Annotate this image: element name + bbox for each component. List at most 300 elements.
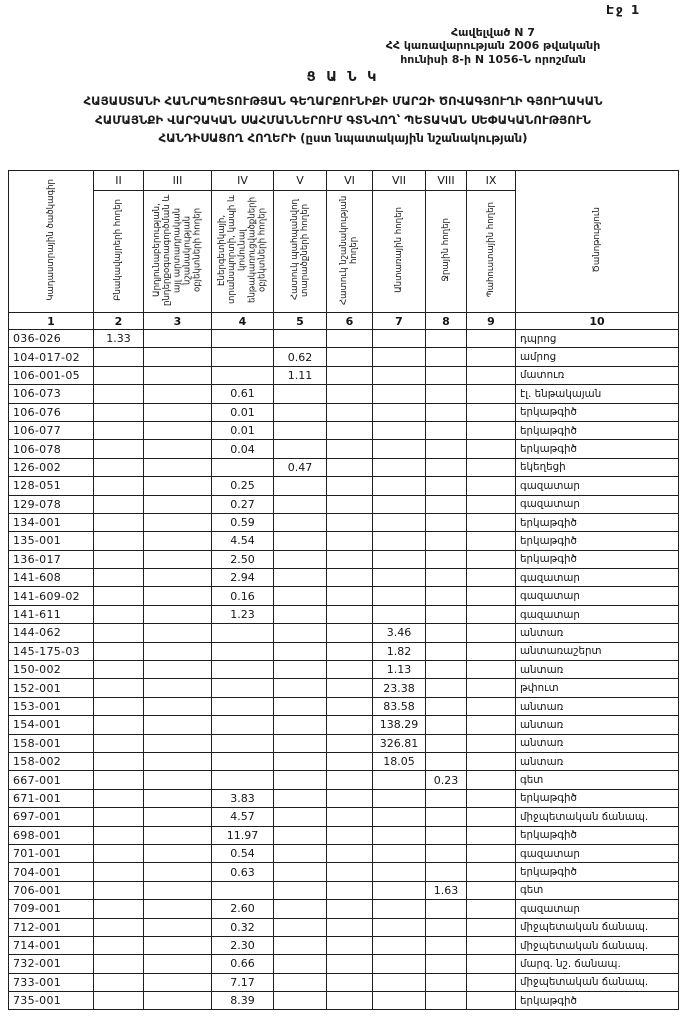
cell-area-value xyxy=(274,752,327,770)
cell-area-value xyxy=(373,789,426,807)
cell-area-value xyxy=(373,771,426,789)
cell-cadastral-code: 134-001 xyxy=(9,513,94,531)
cell-area-value xyxy=(212,366,274,384)
cell-area-value xyxy=(144,918,212,936)
document-title xyxy=(0,92,686,148)
cell-area-value xyxy=(94,642,144,660)
cell-area-value: 1.82 xyxy=(373,642,426,660)
cell-area-value xyxy=(144,973,212,991)
cell-cadastral-code: 152-001 xyxy=(9,679,94,697)
cell-area-value: 7.17 xyxy=(212,973,274,991)
table-row xyxy=(9,697,679,715)
cell-area-value xyxy=(144,900,212,918)
cell-area-value xyxy=(144,495,212,513)
cell-area-value xyxy=(274,992,327,1010)
document-heading: Ց Ա Ն Կ xyxy=(306,70,380,85)
column-number: 2 xyxy=(94,313,144,330)
cell-cadastral-code: 732-001 xyxy=(9,955,94,973)
cell-note: երկաթգիծ xyxy=(516,403,679,421)
cell-area-value xyxy=(94,440,144,458)
column-number: 1 xyxy=(9,313,94,330)
table-row xyxy=(9,826,679,844)
cell-area-value xyxy=(274,477,327,495)
cell-area-value: 23.38 xyxy=(373,679,426,697)
cell-area-value xyxy=(467,348,516,366)
cell-note: գազատար xyxy=(516,495,679,513)
cell-area-value xyxy=(467,734,516,752)
cell-area-value xyxy=(94,624,144,642)
table-row xyxy=(9,624,679,642)
cell-area-value xyxy=(94,752,144,770)
cell-area-value: 0.01 xyxy=(212,403,274,421)
cell-area-value xyxy=(94,587,144,605)
cell-area-value xyxy=(373,477,426,495)
cell-area-value xyxy=(274,569,327,587)
column-number: 3 xyxy=(144,313,212,330)
cell-area-value xyxy=(94,881,144,899)
cell-cadastral-code: 698-001 xyxy=(9,826,94,844)
table-row xyxy=(9,789,679,807)
cell-area-value xyxy=(94,973,144,991)
cell-note: գազատար xyxy=(516,569,679,587)
table-row xyxy=(9,716,679,734)
cell-area-value xyxy=(373,348,426,366)
cell-area-value xyxy=(373,403,426,421)
cell-area-value xyxy=(373,808,426,826)
cell-area-value xyxy=(144,826,212,844)
cell-area-value xyxy=(373,550,426,568)
cell-area-value xyxy=(94,403,144,421)
cell-area-value xyxy=(327,844,373,862)
table-row xyxy=(9,844,679,862)
cell-area-value xyxy=(144,330,212,348)
cell-note: գետ xyxy=(516,881,679,899)
cell-area-value xyxy=(426,789,467,807)
cell-area-value xyxy=(327,532,373,550)
cell-note: երկաթգիծ xyxy=(516,826,679,844)
cell-note: անտառ xyxy=(516,752,679,770)
cell-area-value xyxy=(327,752,373,770)
cell-area-value xyxy=(144,642,212,660)
cell-area-value xyxy=(467,752,516,770)
cell-area-value xyxy=(467,330,516,348)
cell-area-value xyxy=(373,826,426,844)
cell-area-value xyxy=(467,550,516,568)
category-label: Ջրային հողեր xyxy=(440,218,451,282)
cell-area-value xyxy=(212,752,274,770)
cell-note: մարզ. նշ. ճանապ. xyxy=(516,955,679,973)
category-label: Հատուկ պահպանվող տարածքների հողեր xyxy=(289,199,310,301)
cell-area-value xyxy=(94,826,144,844)
cell-area-value: 83.58 xyxy=(373,697,426,715)
cell-area-value xyxy=(467,587,516,605)
cell-area-value xyxy=(467,863,516,881)
cell-area-value xyxy=(274,808,327,826)
cell-area-value xyxy=(327,550,373,568)
header-roman-IX: IX xyxy=(467,171,516,191)
cell-area-value xyxy=(274,495,327,513)
table-row xyxy=(9,458,679,476)
cell-area-value xyxy=(274,624,327,642)
cell-area-value xyxy=(327,808,373,826)
title-line: ՀԱՅԱՍՏԱՆԻ ՀԱՆՐԱՊԵՏՈՒԹՅԱՆ ԳԵՂԱՐՔՈՒՆԻՔԻ ՄԱՐԶԻ ԾՈՎԱԳՅՈՒՂԻ ԳՅՈՒՂԱԿԱՆ xyxy=(83,94,603,108)
cell-area-value: 2.30 xyxy=(212,936,274,954)
cell-area-value xyxy=(373,900,426,918)
table-row xyxy=(9,771,679,789)
cell-note: դպրոց xyxy=(516,330,679,348)
cell-note: երկաթգիծ xyxy=(516,550,679,568)
cell-area-value xyxy=(212,881,274,899)
cell-area-value: 0.25 xyxy=(212,477,274,495)
cell-area-value xyxy=(327,955,373,973)
cell-cadastral-code: 735-001 xyxy=(9,992,94,1010)
cell-area-value xyxy=(212,771,274,789)
cell-area-value xyxy=(327,881,373,899)
header-roman-VIII: VIII xyxy=(426,171,467,191)
header-cadastral-code xyxy=(9,171,94,313)
cell-area-value xyxy=(426,697,467,715)
cell-area-value xyxy=(274,789,327,807)
cell-cadastral-code: 667-001 xyxy=(9,771,94,789)
table-row xyxy=(9,992,679,1010)
cell-cadastral-code: 141-611 xyxy=(9,605,94,623)
cell-area-value xyxy=(144,403,212,421)
cell-area-value xyxy=(94,771,144,789)
cell-area-value xyxy=(274,734,327,752)
header-note-label: Ծանոթություն xyxy=(591,207,602,273)
cell-area-value xyxy=(274,440,327,458)
cell-cadastral-code: 709-001 xyxy=(9,900,94,918)
cell-area-value: 2.60 xyxy=(212,900,274,918)
table-row xyxy=(9,366,679,384)
column-number: 4 xyxy=(212,313,274,330)
cell-area-value: 138.29 xyxy=(373,716,426,734)
cell-cadastral-code: 129-078 xyxy=(9,495,94,513)
cell-area-value xyxy=(327,477,373,495)
cell-area-value: 3.83 xyxy=(212,789,274,807)
cell-area-value xyxy=(144,955,212,973)
cell-note: անտառ xyxy=(516,661,679,679)
cell-area-value: 1.63 xyxy=(426,881,467,899)
cell-cadastral-code: 144-062 xyxy=(9,624,94,642)
cell-area-value xyxy=(426,936,467,954)
cell-area-value: 0.59 xyxy=(212,513,274,531)
cell-area-value xyxy=(373,495,426,513)
cell-area-value xyxy=(274,716,327,734)
cell-area-value xyxy=(274,421,327,439)
cell-area-value xyxy=(467,900,516,918)
cell-area-value xyxy=(426,716,467,734)
cell-area-value xyxy=(426,992,467,1010)
cell-note: անտառ xyxy=(516,697,679,715)
table-row xyxy=(9,348,679,366)
cell-area-value xyxy=(373,385,426,403)
cell-cadastral-code: 712-001 xyxy=(9,918,94,936)
table-row xyxy=(9,421,679,439)
cell-area-value xyxy=(144,808,212,826)
cell-area-value xyxy=(94,679,144,697)
cell-area-value xyxy=(467,771,516,789)
cell-area-value xyxy=(426,458,467,476)
cell-area-value xyxy=(94,661,144,679)
cell-area-value: 0.32 xyxy=(212,918,274,936)
cell-area-value: 0.01 xyxy=(212,421,274,439)
cell-cadastral-code: 158-002 xyxy=(9,752,94,770)
cell-area-value xyxy=(94,385,144,403)
cell-area-value xyxy=(212,661,274,679)
header-roman-IV: IV xyxy=(212,171,274,191)
cell-area-value xyxy=(467,936,516,954)
cell-area-value xyxy=(274,826,327,844)
cell-area-value xyxy=(94,532,144,550)
cell-cadastral-code: 697-001 xyxy=(9,808,94,826)
table-row xyxy=(9,587,679,605)
header-note xyxy=(516,171,679,313)
cell-area-value xyxy=(94,697,144,715)
column-number: 6 xyxy=(327,313,373,330)
table-row xyxy=(9,752,679,770)
category-label: Անտառային հողեր xyxy=(393,207,404,293)
page-number: Էջ 1 xyxy=(606,3,642,17)
column-number: 10 xyxy=(516,313,679,330)
cell-note: երկաթգիծ xyxy=(516,532,679,550)
cell-area-value: 8.39 xyxy=(212,992,274,1010)
cell-area-value xyxy=(467,605,516,623)
cell-area-value xyxy=(94,605,144,623)
cell-area-value: 0.54 xyxy=(212,844,274,862)
column-number: 7 xyxy=(373,313,426,330)
cell-area-value xyxy=(467,826,516,844)
cell-cadastral-code: 154-001 xyxy=(9,716,94,734)
cell-area-value xyxy=(144,513,212,531)
cell-area-value xyxy=(94,808,144,826)
cell-area-value xyxy=(144,366,212,384)
cell-area-value xyxy=(144,771,212,789)
cell-area-value xyxy=(94,955,144,973)
cell-area-value xyxy=(373,587,426,605)
cell-area-value: 0.63 xyxy=(212,863,274,881)
cell-cadastral-code: 141-608 xyxy=(9,569,94,587)
table-row xyxy=(9,900,679,918)
cell-area-value xyxy=(274,863,327,881)
cell-area-value xyxy=(467,421,516,439)
cell-cadastral-code: 145-175-03 xyxy=(9,642,94,660)
cell-area-value xyxy=(274,973,327,991)
cell-area-value xyxy=(426,569,467,587)
cell-note: գազատար xyxy=(516,605,679,623)
table-row xyxy=(9,863,679,881)
header-category-industrial xyxy=(144,191,212,313)
cell-cadastral-code: 106-001-05 xyxy=(9,366,94,384)
table-row xyxy=(9,973,679,991)
cell-note: թփուտ xyxy=(516,679,679,697)
cell-area-value xyxy=(467,955,516,973)
cell-area-value xyxy=(144,550,212,568)
cell-area-value xyxy=(373,605,426,623)
cell-note: միջպետական ճանապ. xyxy=(516,808,679,826)
cell-area-value xyxy=(373,458,426,476)
table-row xyxy=(9,955,679,973)
cell-note: էլ. ենթակայան xyxy=(516,385,679,403)
cell-area-value xyxy=(327,348,373,366)
cell-cadastral-code: 733-001 xyxy=(9,973,94,991)
cell-area-value xyxy=(426,421,467,439)
cell-area-value xyxy=(426,844,467,862)
cell-area-value xyxy=(327,569,373,587)
cell-area-value xyxy=(426,605,467,623)
cell-note: ամրոց xyxy=(516,348,679,366)
cell-note: անտառաշերտ xyxy=(516,642,679,660)
cell-area-value xyxy=(467,366,516,384)
cell-area-value xyxy=(212,679,274,697)
cell-area-value xyxy=(144,881,212,899)
cell-area-value xyxy=(274,900,327,918)
cell-area-value xyxy=(426,863,467,881)
cell-note: երկաթգիծ xyxy=(516,513,679,531)
table-row xyxy=(9,385,679,403)
cell-area-value xyxy=(144,992,212,1010)
cell-area-value xyxy=(426,734,467,752)
cell-area-value: 4.54 xyxy=(212,532,274,550)
cell-area-value xyxy=(327,403,373,421)
cell-area-value xyxy=(144,385,212,403)
cell-area-value xyxy=(467,844,516,862)
cell-area-value xyxy=(467,385,516,403)
cell-area-value xyxy=(327,366,373,384)
cell-area-value xyxy=(327,734,373,752)
cell-note: անտառ xyxy=(516,624,679,642)
cell-area-value xyxy=(274,330,327,348)
header-category-reserve xyxy=(467,191,516,313)
cell-area-value xyxy=(212,697,274,715)
cell-area-value xyxy=(373,992,426,1010)
cell-area-value xyxy=(373,936,426,954)
cell-area-value xyxy=(467,495,516,513)
cell-area-value xyxy=(144,697,212,715)
cell-area-value xyxy=(327,863,373,881)
annex-line: հունիսի 8-ի N 1056-Ն որոշման xyxy=(400,52,586,66)
cell-cadastral-code: 704-001 xyxy=(9,863,94,881)
cell-area-value xyxy=(373,918,426,936)
cell-note: գազատար xyxy=(516,587,679,605)
cell-area-value xyxy=(94,550,144,568)
table-row xyxy=(9,330,679,348)
cell-area-value xyxy=(426,661,467,679)
cell-area-value xyxy=(144,752,212,770)
cell-area-value xyxy=(426,752,467,770)
category-label: Պահուստային հողեր xyxy=(485,202,496,298)
cell-note: միջպետական ճանապ. xyxy=(516,918,679,936)
cell-cadastral-code: 714-001 xyxy=(9,936,94,954)
cell-area-value xyxy=(426,550,467,568)
cell-area-value xyxy=(426,918,467,936)
cell-note: գազատար xyxy=(516,844,679,862)
category-label: Էներգետիկայի, տրանսպորտի, կապի և կոմունալ ենթակառուցվածքների օբյեկտների հողեր xyxy=(217,195,268,305)
cell-area-value xyxy=(274,642,327,660)
cell-area-value xyxy=(144,844,212,862)
cell-area-value xyxy=(327,513,373,531)
cell-area-value xyxy=(467,569,516,587)
cell-area-value xyxy=(426,679,467,697)
cell-area-value xyxy=(373,513,426,531)
cell-area-value: 0.27 xyxy=(212,495,274,513)
cell-note: գազատար xyxy=(516,900,679,918)
cell-area-value xyxy=(373,421,426,439)
cell-area-value xyxy=(94,936,144,954)
table-row xyxy=(9,808,679,826)
cell-area-value xyxy=(467,881,516,899)
cell-cadastral-code: 158-001 xyxy=(9,734,94,752)
cell-area-value xyxy=(94,992,144,1010)
cell-area-value xyxy=(327,330,373,348)
cell-area-value xyxy=(373,366,426,384)
cell-area-value xyxy=(144,348,212,366)
cell-cadastral-code: 106-073 xyxy=(9,385,94,403)
cell-note: գետ xyxy=(516,771,679,789)
cell-area-value xyxy=(144,532,212,550)
cell-area-value xyxy=(144,605,212,623)
cell-area-value xyxy=(426,587,467,605)
cell-cadastral-code: 036-026 xyxy=(9,330,94,348)
cell-area-value xyxy=(426,642,467,660)
cell-area-value xyxy=(467,789,516,807)
cell-area-value xyxy=(426,440,467,458)
cell-area-value xyxy=(144,936,212,954)
cell-note: միջպետական ճանապ. xyxy=(516,973,679,991)
cell-area-value: 1.11 xyxy=(274,366,327,384)
cell-area-value xyxy=(274,587,327,605)
cell-area-value xyxy=(327,495,373,513)
cell-area-value xyxy=(327,771,373,789)
cell-area-value: 18.05 xyxy=(373,752,426,770)
cell-area-value xyxy=(94,569,144,587)
cell-area-value xyxy=(274,936,327,954)
table-row xyxy=(9,642,679,660)
cell-area-value xyxy=(274,679,327,697)
cell-area-value xyxy=(94,863,144,881)
cell-note: եկեղեցի xyxy=(516,458,679,476)
column-number: 5 xyxy=(274,313,327,330)
title-line: ՀԱՆԴԻՍԱՑՈՂ ՀՈՂԵՐԻ (ըստ նպատակային նշանակության) xyxy=(158,131,528,146)
table-row xyxy=(9,661,679,679)
table-row xyxy=(9,936,679,954)
cell-area-value xyxy=(327,624,373,642)
cell-area-value xyxy=(94,495,144,513)
cell-area-value: 0.47 xyxy=(274,458,327,476)
cell-area-value: 0.16 xyxy=(212,587,274,605)
cell-area-value xyxy=(94,513,144,531)
cell-area-value xyxy=(144,863,212,881)
cell-cadastral-code: 706-001 xyxy=(9,881,94,899)
cell-area-value: 2.94 xyxy=(212,569,274,587)
cell-area-value xyxy=(373,440,426,458)
cell-area-value xyxy=(373,532,426,550)
cell-area-value xyxy=(426,955,467,973)
cell-note: անտառ xyxy=(516,734,679,752)
cell-area-value xyxy=(327,642,373,660)
category-label: Բնակավայրերի հողեր xyxy=(113,199,124,301)
column-number: 8 xyxy=(426,313,467,330)
cell-area-value: 3.46 xyxy=(373,624,426,642)
cell-area-value xyxy=(467,642,516,660)
cell-area-value xyxy=(327,679,373,697)
cell-area-value: 0.04 xyxy=(212,440,274,458)
cell-area-value xyxy=(212,348,274,366)
table-row xyxy=(9,605,679,623)
cell-area-value xyxy=(94,844,144,862)
cell-area-value xyxy=(144,421,212,439)
cell-area-value xyxy=(94,421,144,439)
